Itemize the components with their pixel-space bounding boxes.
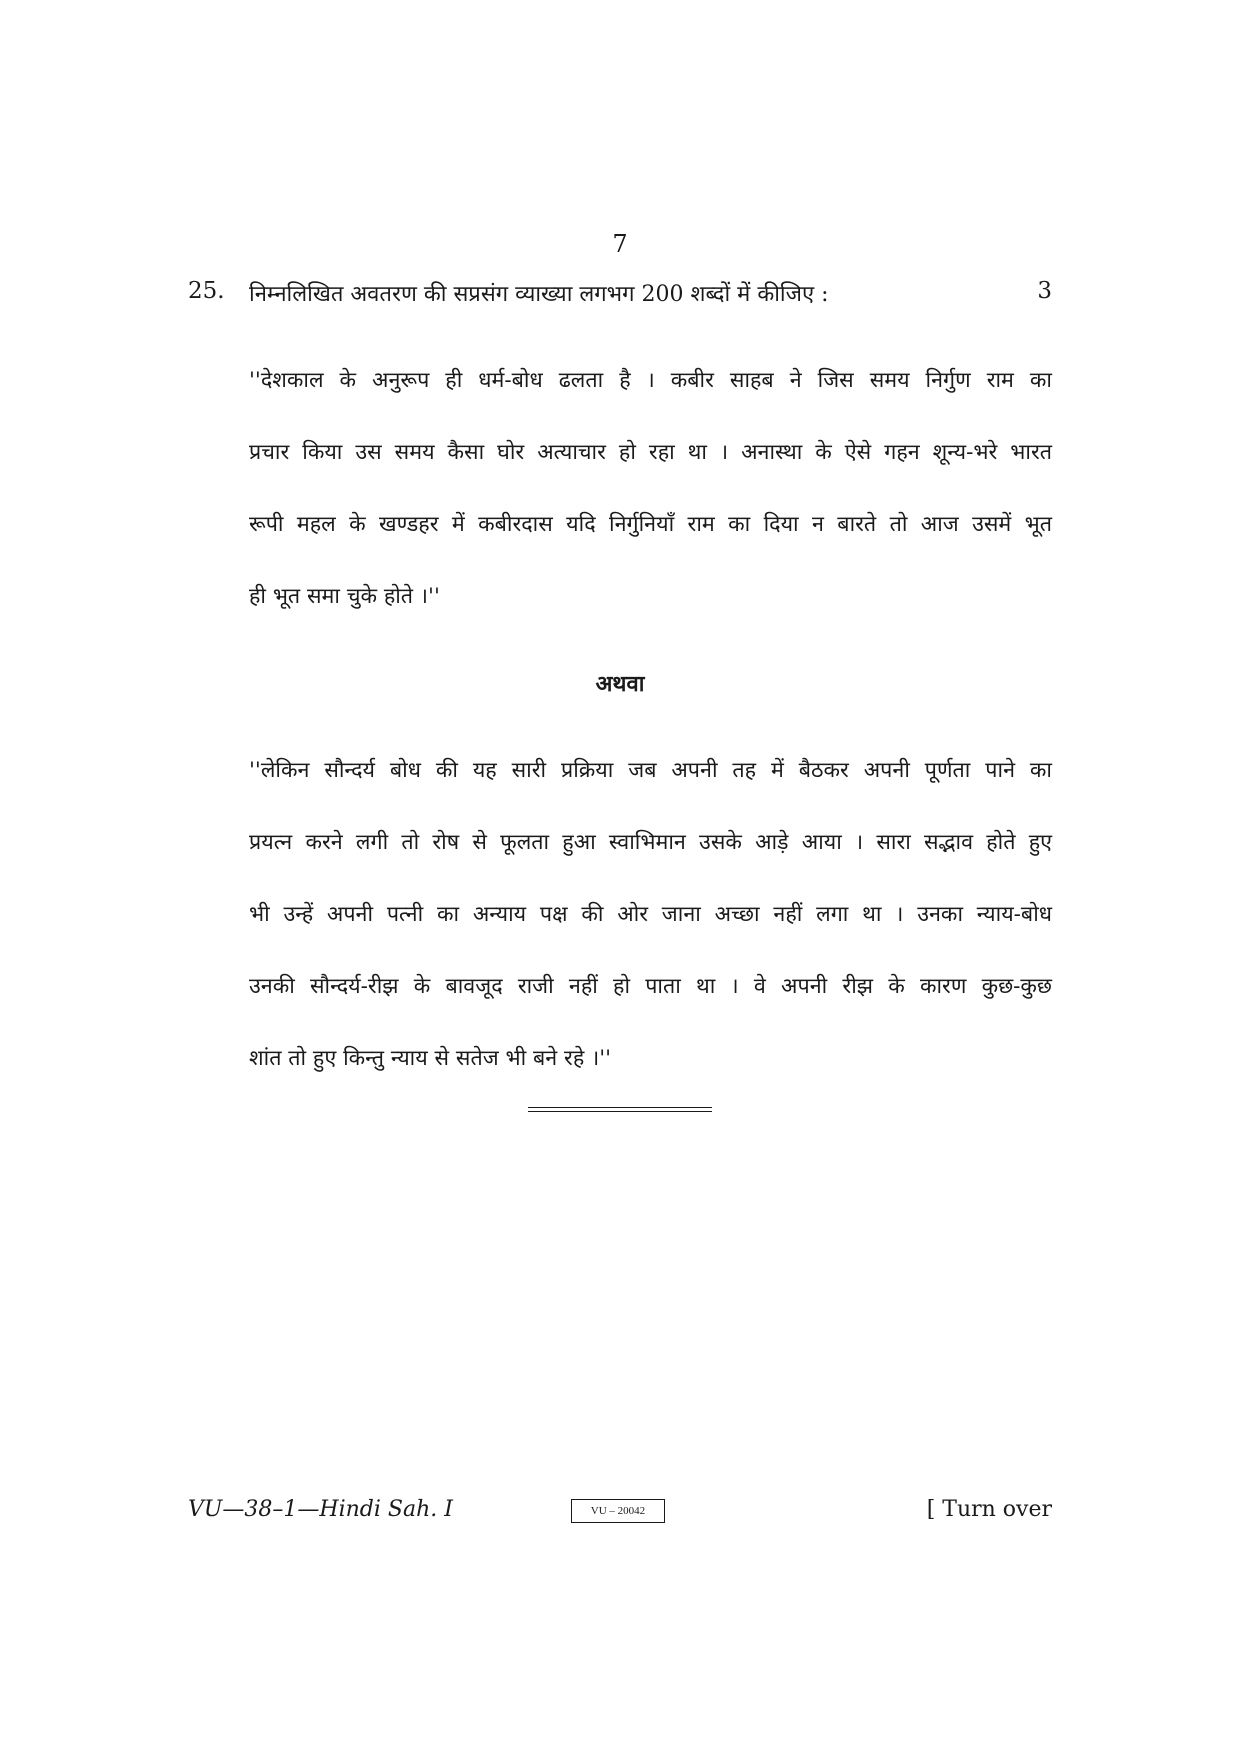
footer-box-code: VU – 20042: [571, 1499, 665, 1523]
footer-paper-code: VU—38–1—Hindi Sah. I: [188, 1497, 453, 1522]
question-text: निम्नलिखित अवतरण की सप्रसंग व्याख्या लगभग 200 शब्दों में कीजिए :: [249, 282, 829, 307]
end-double-rule: [528, 1107, 712, 1112]
passage-2-line: उनकी सौन्दर्य-रीझ के बावजूद राजी नहीं हो पाता था । वे अपनी रीझ के कारण कुछ-कुछ: [249, 974, 1052, 999]
page-number: 7: [612, 230, 628, 258]
passage-1-line: रूपी महल के खण्डहर में कबीरदास यदि निर्गुनियाँ राम का दिया न बारते तो आज उसमें भूत: [249, 512, 1052, 537]
question-number: 25.: [188, 278, 225, 304]
passage-2-line: भी उन्हें अपनी पत्नी का अन्याय पक्ष की ओर जाना अच्छा नहीं लगा था । उनका न्याय-बोध: [249, 902, 1052, 927]
separator-athava: अथवा: [595, 671, 645, 697]
passage-1-line: प्रचार किया उस समय कैसा घोर अत्याचार हो रहा था । अनास्था के ऐसे गहन शून्य-भरे भारत: [249, 440, 1052, 465]
passage-1-line: ''देशकाल के अनुरूप ही धर्म-बोध ढलता है । कबीर साहब ने जिस समय निर्गुण राम का: [249, 368, 1052, 393]
passage-2-line: शांत तो हुए किन्तु न्याय से सतेज भी बने रहे ।'': [249, 1046, 612, 1071]
footer-turn-over: [ Turn over: [926, 1497, 1052, 1522]
passage-2-line: ''लेकिन सौन्दर्य बोध की यह सारी प्रक्रिया जब अपनी तह में बैठकर अपनी पूर्णता पाने का: [249, 758, 1052, 783]
question-marks: 3: [1037, 278, 1052, 304]
passage-2-line: प्रयत्न करने लगी तो रोष से फूलता हुआ स्वाभिमान उसके आड़े आया । सारा सद्भाव होते हुए: [249, 830, 1052, 855]
passage-1-line: ही भूत समा चुके होते ।'': [249, 584, 440, 609]
